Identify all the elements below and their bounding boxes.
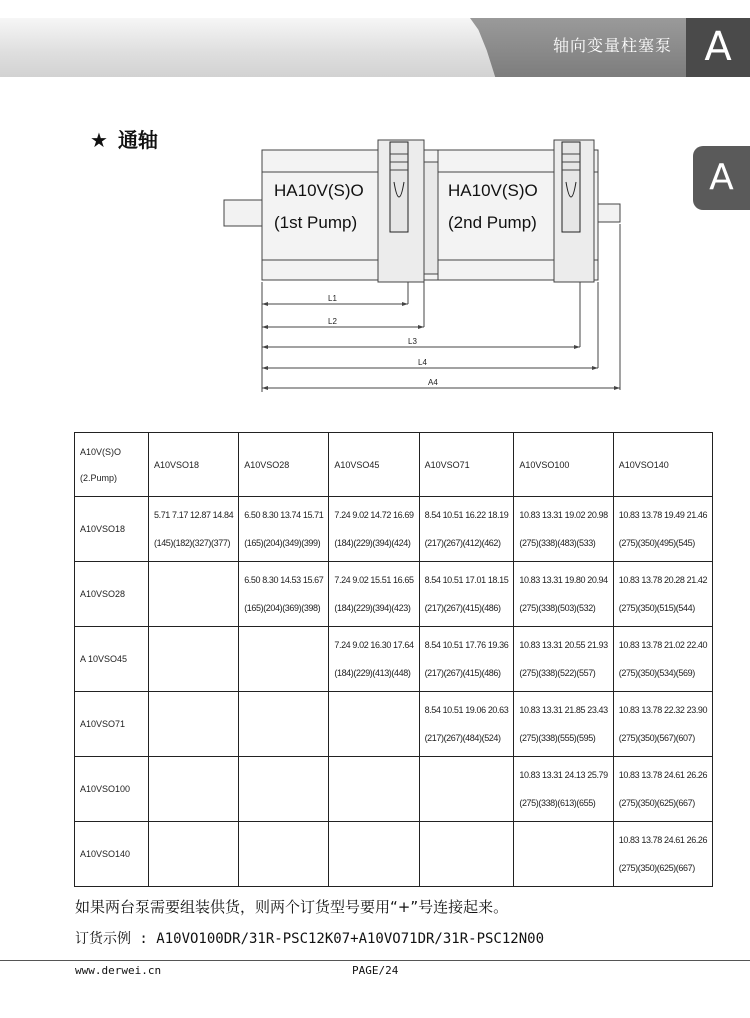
table-cell	[239, 757, 329, 822]
cell-mm-values: (275)(338)(483)(533)	[519, 538, 596, 548]
cell-inch-values: 6.50 8.30 14.53 15.67	[244, 575, 324, 585]
cell-inch-values: 10.83 13.31 21.85 23.43	[519, 705, 608, 715]
table-row	[75, 822, 713, 887]
cell-inch-values: 7.24 9.02 15.51 16.65	[334, 575, 414, 585]
table-cell	[514, 822, 613, 887]
table-cell	[613, 822, 712, 887]
cell-inch-values: 10.83 13.78 22.32 23.90	[618, 705, 708, 715]
footer-url: www.derwei.cn	[75, 964, 162, 977]
table-cell	[514, 562, 613, 627]
cell-inch-values: 10.83 13.31 20.55 21.93	[519, 640, 608, 650]
table-cell	[329, 757, 419, 822]
cell-mm-values: (275)(350)(515)(544)	[618, 603, 695, 613]
table-cell	[149, 822, 239, 887]
cell-mm-values: (184)(229)(394)(424)	[334, 538, 411, 548]
cell-mm-values: (217)(267)(484)(524)	[424, 733, 501, 743]
cell-mm-values: (217)(267)(412)(462)	[424, 538, 501, 548]
footer-page-number: PAGE/24	[352, 964, 399, 977]
table-row	[75, 757, 713, 822]
cell-mm-values: (275)(350)(625)(667)	[618, 863, 695, 873]
table-cell	[239, 497, 329, 562]
table-cell	[419, 757, 514, 822]
table-cell	[149, 692, 239, 757]
row-label: A10VSO100	[75, 757, 149, 822]
cell-inch-values: 10.83 13.78 24.61 26.26	[618, 770, 708, 780]
table-cell	[329, 497, 419, 562]
row-label: A10VSO28	[75, 562, 149, 627]
cell-inch-values: 7.24 9.02 16.30 17.64	[334, 640, 414, 650]
dim-label-l3: L3	[408, 337, 417, 346]
table-cell	[613, 757, 712, 822]
table-cell	[329, 562, 419, 627]
cell-mm-values: (275)(350)(567)(607)	[618, 733, 695, 743]
cell-mm-values: (165)(204)(369)(398)	[244, 603, 321, 613]
cell-inch-values: 7.24 9.02 14.72 16.69	[334, 510, 414, 520]
row-label: A10VSO71	[75, 692, 149, 757]
column-header: A10VSO100	[514, 433, 613, 497]
right-stub	[598, 204, 620, 222]
cell-mm-values: (184)(229)(394)(423)	[334, 603, 411, 613]
cell-mm-values: (275)(350)(534)(569)	[618, 668, 695, 678]
pump1-sublabel: (1st Pump)	[274, 213, 358, 232]
table-cell	[613, 692, 712, 757]
header-title: 轴向变量柱塞泵	[552, 36, 672, 55]
cell-inch-values: 6.50 8.30 13.74 15.71	[244, 510, 324, 520]
corner-line: (2.Pump)	[80, 472, 118, 483]
cell-mm-values: (217)(267)(415)(486)	[424, 603, 501, 613]
table-cell	[514, 757, 613, 822]
pump1-label: HA10V(S)O	[274, 181, 364, 200]
cell-inch-values: 10.83 13.31 19.80 20.94	[519, 575, 608, 585]
tandem-pump-diagram	[218, 132, 638, 397]
table-row	[75, 692, 713, 757]
section-title-text: 通轴	[117, 128, 158, 152]
cell-inch-values: 8.54 10.51 17.76 19.36	[424, 640, 509, 650]
table-cell	[149, 627, 239, 692]
dim-label-l1: L1	[328, 294, 337, 303]
cell-inch-values: 8.54 10.51 19.06 20.63	[424, 705, 509, 715]
pump2-valve	[562, 142, 580, 232]
table-cell	[514, 627, 613, 692]
cell-mm-values: (275)(338)(613)(655)	[519, 798, 596, 808]
cell-mm-values: (275)(338)(503)(532)	[519, 603, 596, 613]
table-row	[75, 627, 713, 692]
pump2-sublabel: (2nd Pump)	[448, 213, 537, 232]
table-cell	[149, 562, 239, 627]
column-header: A10VSO18	[149, 433, 239, 497]
cell-mm-values: (165)(204)(349)(399)	[244, 538, 321, 548]
pump2-label: HA10V(S)O	[448, 181, 538, 200]
dim-label-l2: L2	[328, 317, 337, 326]
table-cell	[613, 497, 712, 562]
table-cell	[329, 692, 419, 757]
table-cell	[514, 692, 613, 757]
row-label: A10VSO140	[75, 822, 149, 887]
cell-mm-values: (275)(338)(522)(557)	[519, 668, 596, 678]
table-cell	[419, 562, 514, 627]
table-cell	[329, 627, 419, 692]
row-label: A 10VSO45	[75, 627, 149, 692]
header-section-letter: A	[686, 18, 750, 77]
section-title	[90, 124, 158, 153]
cell-mm-values: (184)(229)(413)(448)	[334, 668, 411, 678]
table-cell	[239, 822, 329, 887]
cell-inch-values: 10.83 13.78 19.49 21.46	[618, 510, 708, 520]
star-icon: ★	[90, 128, 108, 152]
table-cell	[149, 757, 239, 822]
cell-mm-values: (217)(267)(415)(486)	[424, 668, 501, 678]
table-cell	[149, 497, 239, 562]
pump1-valve	[390, 142, 408, 232]
dimension-table	[74, 432, 713, 887]
cell-inch-values: 10.83 13.78 24.61 26.26	[618, 835, 708, 845]
dim-label-a4: A4	[428, 378, 438, 387]
order-example: 订货示例 : A10VO100DR/31R-PSC12K07+A10VO71DR/31R-PSC12N00	[75, 931, 545, 947]
cell-inch-values: 5.71 7.17 12.87 14.84	[154, 510, 234, 520]
left-shaft	[224, 200, 262, 226]
table-cell	[239, 562, 329, 627]
table-cell	[419, 822, 514, 887]
dim-label-l4: L4	[418, 358, 427, 367]
column-header: A10VSO140	[613, 433, 712, 497]
table-cell	[613, 627, 712, 692]
column-header: A10VSO71	[419, 433, 514, 497]
cell-mm-values: (145)(182)(327)(377)	[154, 538, 231, 548]
table-cell	[239, 627, 329, 692]
table-cell	[613, 562, 712, 627]
coupling	[424, 162, 438, 274]
column-header: A10VSO28	[239, 433, 329, 497]
cell-inch-values: 10.83 13.31 19.02 20.98	[519, 510, 608, 520]
cell-inch-values: 8.54 10.51 16.22 18.19	[424, 510, 509, 520]
table-row	[75, 497, 713, 562]
table-header-row	[75, 433, 713, 497]
assembly-note: 如果两台泵需要组装供货，则两个订货型号要用“+”号连接起来。	[75, 898, 509, 916]
table-row	[75, 562, 713, 627]
table-cell	[419, 627, 514, 692]
cell-mm-values: (275)(338)(555)(595)	[519, 733, 596, 743]
row-label: A10VSO18	[75, 497, 149, 562]
cell-mm-values: (275)(350)(495)(545)	[618, 538, 695, 548]
table-cell	[514, 497, 613, 562]
footer-divider	[0, 960, 750, 961]
cell-inch-values: 10.83 13.31 24.13 25.79	[519, 770, 608, 780]
corner-line: A10V(S)O	[80, 446, 122, 457]
cell-inch-values: 10.83 13.78 21.02 22.40	[618, 640, 708, 650]
cell-inch-values: 8.54 10.51 17.01 18.15	[424, 575, 509, 585]
table-corner-cell	[75, 433, 149, 497]
cell-inch-values: 10.83 13.78 20.28 21.42	[618, 575, 708, 585]
table-cell	[239, 692, 329, 757]
side-section-tab[interactable]: A	[693, 146, 750, 210]
column-header: A10VSO45	[329, 433, 419, 497]
table-cell	[419, 692, 514, 757]
table-cell	[329, 822, 419, 887]
table-cell	[419, 497, 514, 562]
cell-mm-values: (275)(350)(625)(667)	[618, 798, 695, 808]
